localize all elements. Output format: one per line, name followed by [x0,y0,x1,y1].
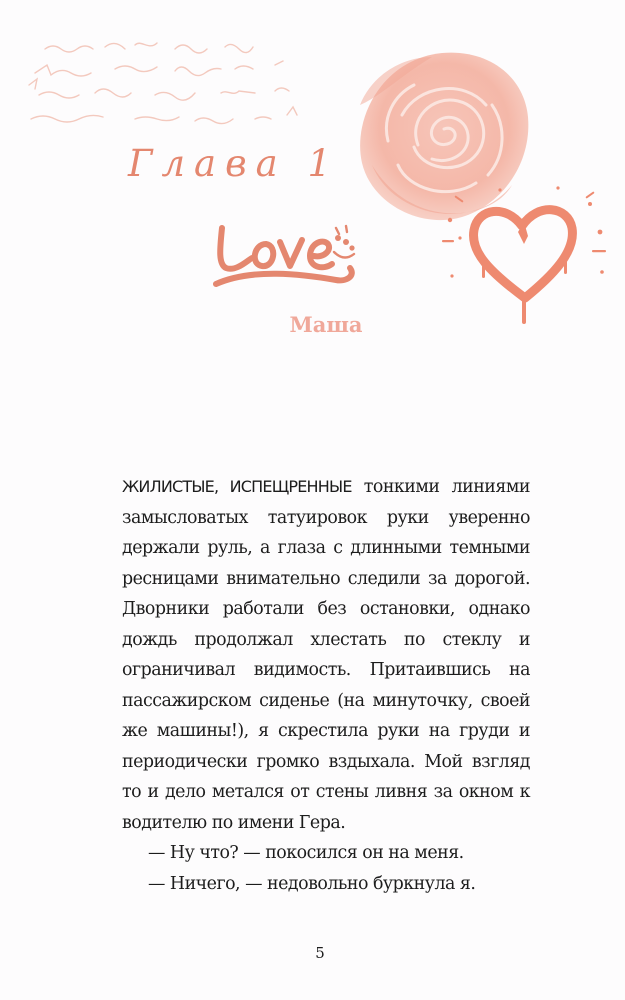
paragraph-text: тонкими линиями замысловатых татуировок руки уверенно держали руль, а глаза с длинными темными ресницами внимательно следили за дорогой. Дворники работали без остановки, однако дождь продолжал хлестать по стеклу и ограничивал видимость. Притаившись на пассажирском сиденье (на минуточку, своей же машины!), я скрестила руки на груди и периодически громко вздыхала. Мой взгляд то и дело метался от стены ливня за окном к водителю по имени Гера. [122,477,530,833]
chapter-title: Глава 1 [128,142,341,185]
page-number: 5 [315,944,325,962]
love-graffiti-icon [212,208,362,303]
dialog-line: — Ну что? — покосился он на меня. [148,843,464,863]
character-name: Маша [289,312,363,337]
dialog-line: — Ничего, — недовольно буркнула я. [148,873,476,894]
spray-heart-icon [440,180,610,330]
paragraph [122,472,530,838]
handwritten-scribble-icon [25,35,325,140]
lead-in: ЖИЛИСТЫЕ, ИСПЕЩРЕННЫЕ [122,477,352,496]
chapter-text [122,472,530,899]
